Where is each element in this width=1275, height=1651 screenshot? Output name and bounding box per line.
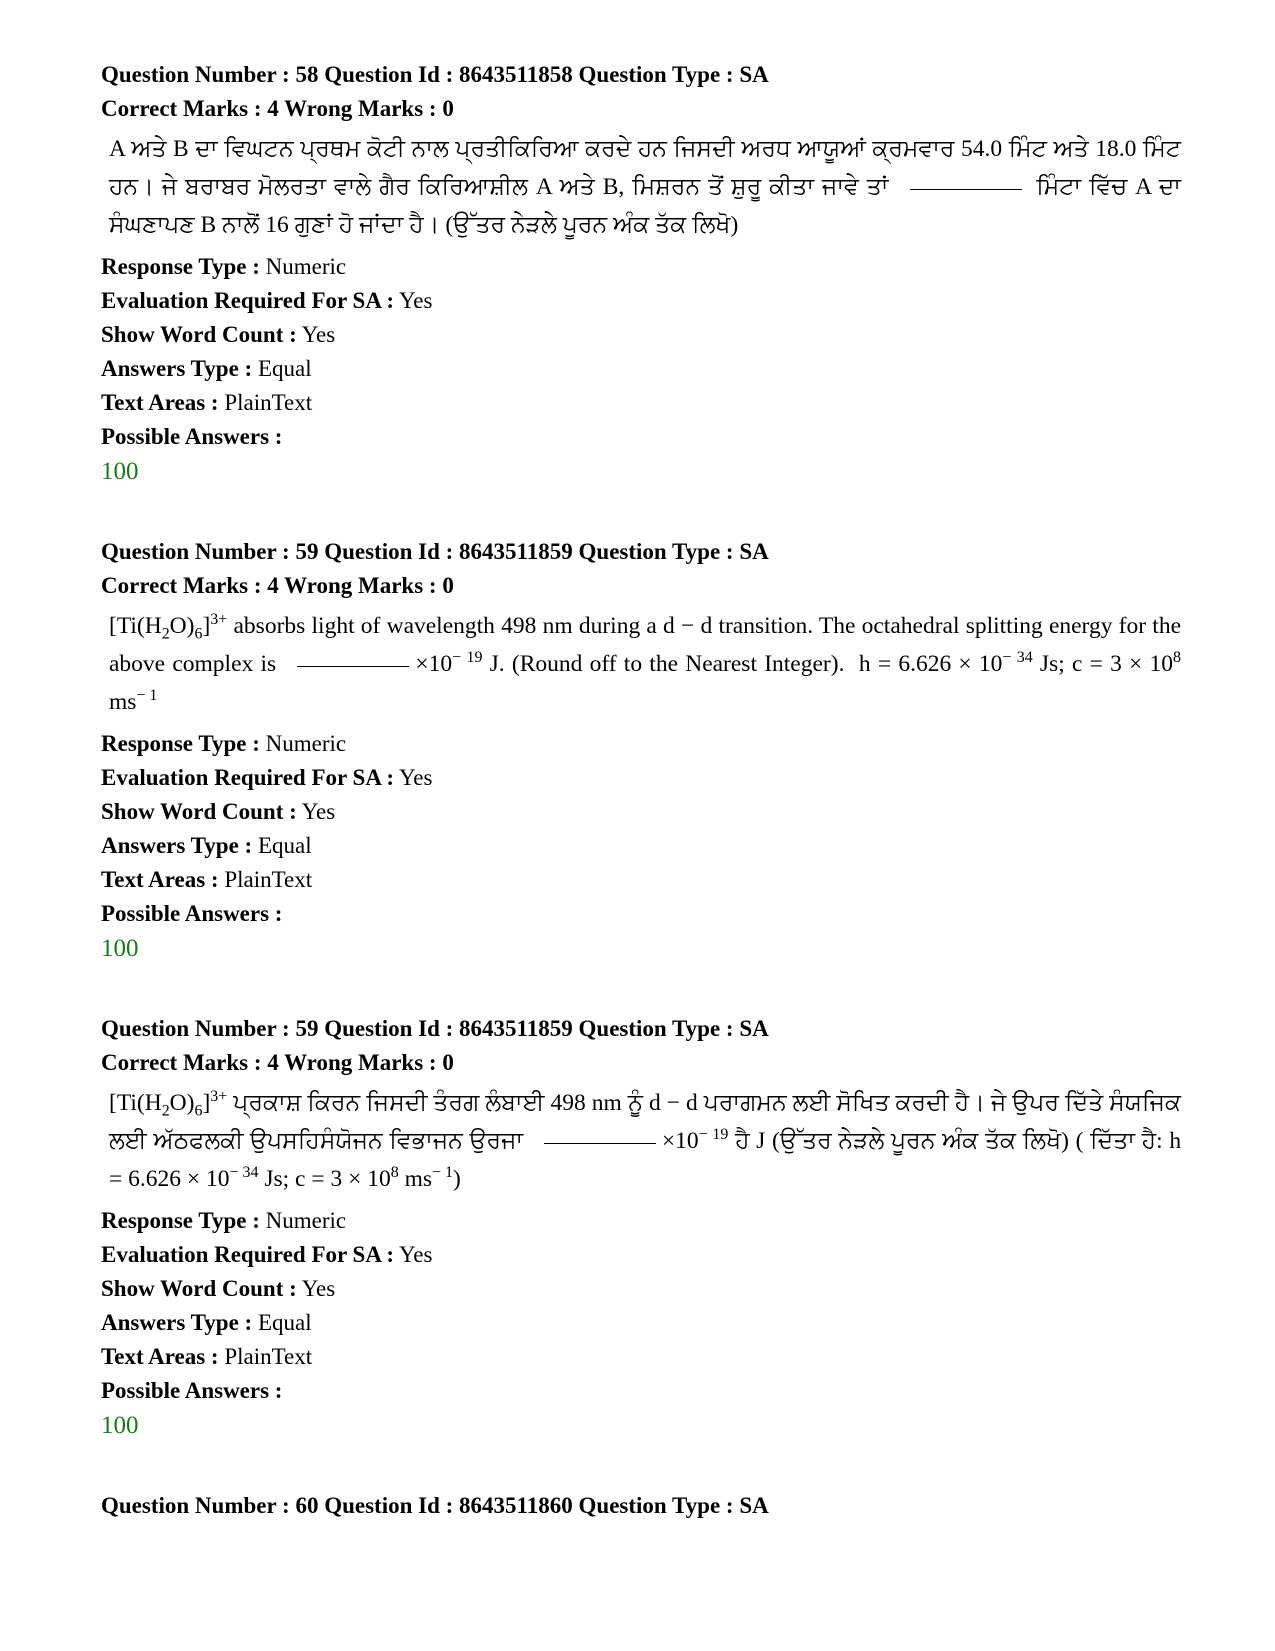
- answers-type-row: [101, 1306, 1181, 1340]
- possible-answers-row: [101, 1374, 1181, 1408]
- document-page: [101, 58, 1181, 1523]
- possible-answers-row: [101, 897, 1181, 931]
- formula-part: [Ti(H: [109, 1090, 162, 1116]
- question-block-58: [101, 58, 1181, 489]
- field-value: Yes: [399, 1242, 433, 1267]
- field-label: Possible Answers :: [101, 1378, 283, 1403]
- question-header: Question Number : 59 Question Id : 8643511859 Question Type : SA: [101, 539, 769, 564]
- field-label: Show Word Count :: [101, 322, 297, 347]
- field-label: Answers Type :: [101, 833, 253, 858]
- field-label: Response Type :: [101, 731, 260, 756]
- field-label: Response Type :: [101, 1208, 260, 1233]
- formula-charge: 3+: [210, 1088, 228, 1106]
- marks-line: Correct Marks : 4 Wrong Marks : 0: [101, 96, 454, 121]
- possible-answer-value: 100: [101, 458, 139, 485]
- complex-formula: [109, 1088, 228, 1120]
- field-label: Text Areas :: [101, 1344, 219, 1369]
- field-label: Show Word Count :: [101, 1276, 297, 1301]
- question-text: [109, 130, 1181, 244]
- question-text-part2: ਮਿੰਟਾ ਵਿੱਚ A ਦਾ ਸੰਘਣਾਪਣ B ਨਾਲੋਂ 16 ਗੁਣਾਂ ਹੋ ਜਾਂਦਾ ਹੈ। (ਉੱਤਰ ਨੇੜਲੇ ਪੂਰਨ ਅੰਕ ਤੱਕ ਲਿਖੋ): [109, 174, 1182, 238]
- question-block-60: [101, 1489, 1181, 1523]
- field-value: Equal: [257, 356, 312, 381]
- times-ten: ×10: [415, 651, 453, 677]
- exponent: − 19: [452, 649, 483, 667]
- field-label: Evaluation Required For SA :: [101, 765, 395, 790]
- response-type-row: [101, 1204, 1181, 1238]
- answers-type-row: [101, 352, 1181, 386]
- question-block-59: [101, 535, 1181, 966]
- answer-blank: [544, 1142, 656, 1144]
- exponent: 8: [1173, 649, 1181, 667]
- light-speed: Js; c = 3 × 10: [1039, 651, 1174, 677]
- formula-part: ]: [202, 1090, 211, 1116]
- complex-formula: [109, 611, 228, 643]
- field-value: PlainText: [224, 1344, 313, 1369]
- text-areas-row: [101, 1340, 1181, 1374]
- formula-charge: 3+: [210, 611, 228, 629]
- evaluation-required-row: [101, 761, 1181, 795]
- exponent: − 34: [1002, 649, 1033, 667]
- field-value: Numeric: [265, 1208, 347, 1233]
- field-value: Yes: [399, 288, 433, 313]
- field-label: Answers Type :: [101, 356, 253, 381]
- answer-blank: [297, 665, 409, 667]
- given-open: ( ਦਿੱਤਾ ਹੈ:: [1075, 1128, 1163, 1154]
- formula-subscript: 2: [161, 1102, 170, 1120]
- field-value: PlainText: [224, 867, 313, 892]
- formula-part: O): [169, 1090, 195, 1116]
- show-word-count-row: [101, 1272, 1181, 1306]
- field-value: Yes: [301, 322, 336, 347]
- question-text-part1: ਪ੍ਰਕਾਸ਼ ਕਿਰਨ ਜਿਸਦੀ ਤੰਰਗ ਲੰਬਾਈ 498 nm ਨੂੰ d − d ਪਰਾਗਮਨ ਲਈ ਸੋਖਿਤ ਕਰਦੀ ਹੈ। ਜੇ ਉਪਰ ਦਿੱਤੇ ਸੰਯਜਿਕ ਲਈ ਅੱਠਫਲਕੀ ਉਪਸਹਿਸੰਯੋਜਨ ਵਿਭਾਜਨ ਉਰਜਾ: [109, 1090, 1181, 1154]
- text-areas-row: [101, 386, 1181, 420]
- exponent: − 34: [229, 1164, 259, 1182]
- field-value: PlainText: [224, 390, 313, 415]
- show-word-count-row: [101, 795, 1181, 829]
- question-header: Question Number : 60 Question Id : 8643511860 Question Type : SA: [101, 1493, 769, 1518]
- field-value: Yes: [301, 799, 336, 824]
- unit: ms: [109, 689, 137, 715]
- response-type-row: [101, 727, 1181, 761]
- field-value: Equal: [257, 833, 312, 858]
- question-header: Question Number : 59 Question Id : 8643511859 Question Type : SA: [101, 1016, 769, 1041]
- marks-line: Correct Marks : 4 Wrong Marks : 0: [101, 1050, 454, 1075]
- unit: ms: [404, 1166, 433, 1192]
- given-close: ): [453, 1166, 461, 1192]
- field-label: Evaluation Required For SA :: [101, 288, 395, 313]
- formula-part: O): [169, 613, 195, 639]
- show-word-count-row: [101, 318, 1181, 352]
- field-value: Equal: [257, 1310, 312, 1335]
- text-areas-row: [101, 863, 1181, 897]
- field-label: Text Areas :: [101, 867, 219, 892]
- question-block-59-punjabi: [101, 1012, 1181, 1443]
- times-ten: ×10: [661, 1128, 699, 1154]
- exponent: − 1: [432, 1164, 454, 1182]
- possible-answer-value: 100: [101, 1412, 139, 1439]
- question-text: [109, 607, 1181, 721]
- light-speed: Js; c = 3 × 10: [264, 1166, 391, 1192]
- exponent: 8: [390, 1164, 399, 1182]
- field-label: Show Word Count :: [101, 799, 297, 824]
- field-value: Numeric: [265, 254, 347, 279]
- field-label: Response Type :: [101, 254, 260, 279]
- evaluation-required-row: [101, 1238, 1181, 1272]
- planck-constant: h = 6.626 × 10: [109, 1128, 1182, 1192]
- field-label: Possible Answers :: [101, 424, 283, 449]
- exponent: − 1: [136, 687, 158, 705]
- field-value: Yes: [399, 765, 433, 790]
- formula-subscript: 6: [194, 1102, 203, 1120]
- field-label: Evaluation Required For SA :: [101, 1242, 395, 1267]
- question-text: [109, 1084, 1181, 1198]
- question-text-part1: A ਅਤੇ B ਦਾ ਵਿਘਟਨ ਪ੍ਰਥਮ ਕੋਟੀ ਨਾਲ ਪ੍ਰਤੀਕਿਰਿਆ ਕਰਦੇ ਹਨ ਜਿਸਦੀ ਅਰਧ ਆਯੂਆਂ ਕ੍ਰਮਵਾਰ 54.0 ਮਿੰਟ ਅਤੇ 18.0 ਮਿੰਟ ਹਨ। ਜੇ ਬਰਾਬਰ ਮੋਲਰਤਾ ਵਾਲੇ ਗੈਰ ਕਿਰਿਆਸ਼ੀਲ A ਅਤੇ B, ਮਿਸ਼ਰਨ ਤੋਂ ਸ਼ੁਰੂ ਕੀਤਾ ਜਾਵੇ ਤਾਂ: [109, 136, 1181, 200]
- formula-part: ]: [202, 613, 211, 639]
- response-type-row: [101, 250, 1181, 284]
- evaluation-required-row: [101, 284, 1181, 318]
- possible-answer-value: 100: [101, 935, 139, 962]
- field-label: Possible Answers :: [101, 901, 283, 926]
- possible-answers-row: [101, 420, 1181, 454]
- question-text-part2: ਹੈ J (ਉੱਤਰ ਨੇੜਲੇ ਪੂਰਨ ਅੰਕ ਤੱਕ ਲਿਖੋ): [735, 1128, 1069, 1154]
- field-label: Answers Type :: [101, 1310, 253, 1335]
- formula-part: [Ti(H: [109, 613, 162, 639]
- field-value: Numeric: [265, 731, 347, 756]
- marks-line: Correct Marks : 4 Wrong Marks : 0: [101, 573, 454, 598]
- question-text-part2: J. (Round off to the Nearest Integer).: [489, 651, 845, 677]
- answer-blank: [910, 188, 1022, 190]
- question-text-part1: absorbs light of wavelength 498 nm during a d − d transition. The octahedral splitting energy for the above complex is: [109, 613, 1181, 677]
- planck-constant: h = 6.626 × 10: [858, 651, 1003, 677]
- formula-subscript: 2: [161, 625, 170, 643]
- field-label: Text Areas :: [101, 390, 219, 415]
- question-header: Question Number : 58 Question Id : 8643511858 Question Type : SA: [101, 62, 769, 87]
- exponent: − 19: [698, 1126, 729, 1144]
- formula-subscript: 6: [194, 625, 203, 643]
- field-value: Yes: [301, 1276, 336, 1301]
- answers-type-row: [101, 829, 1181, 863]
